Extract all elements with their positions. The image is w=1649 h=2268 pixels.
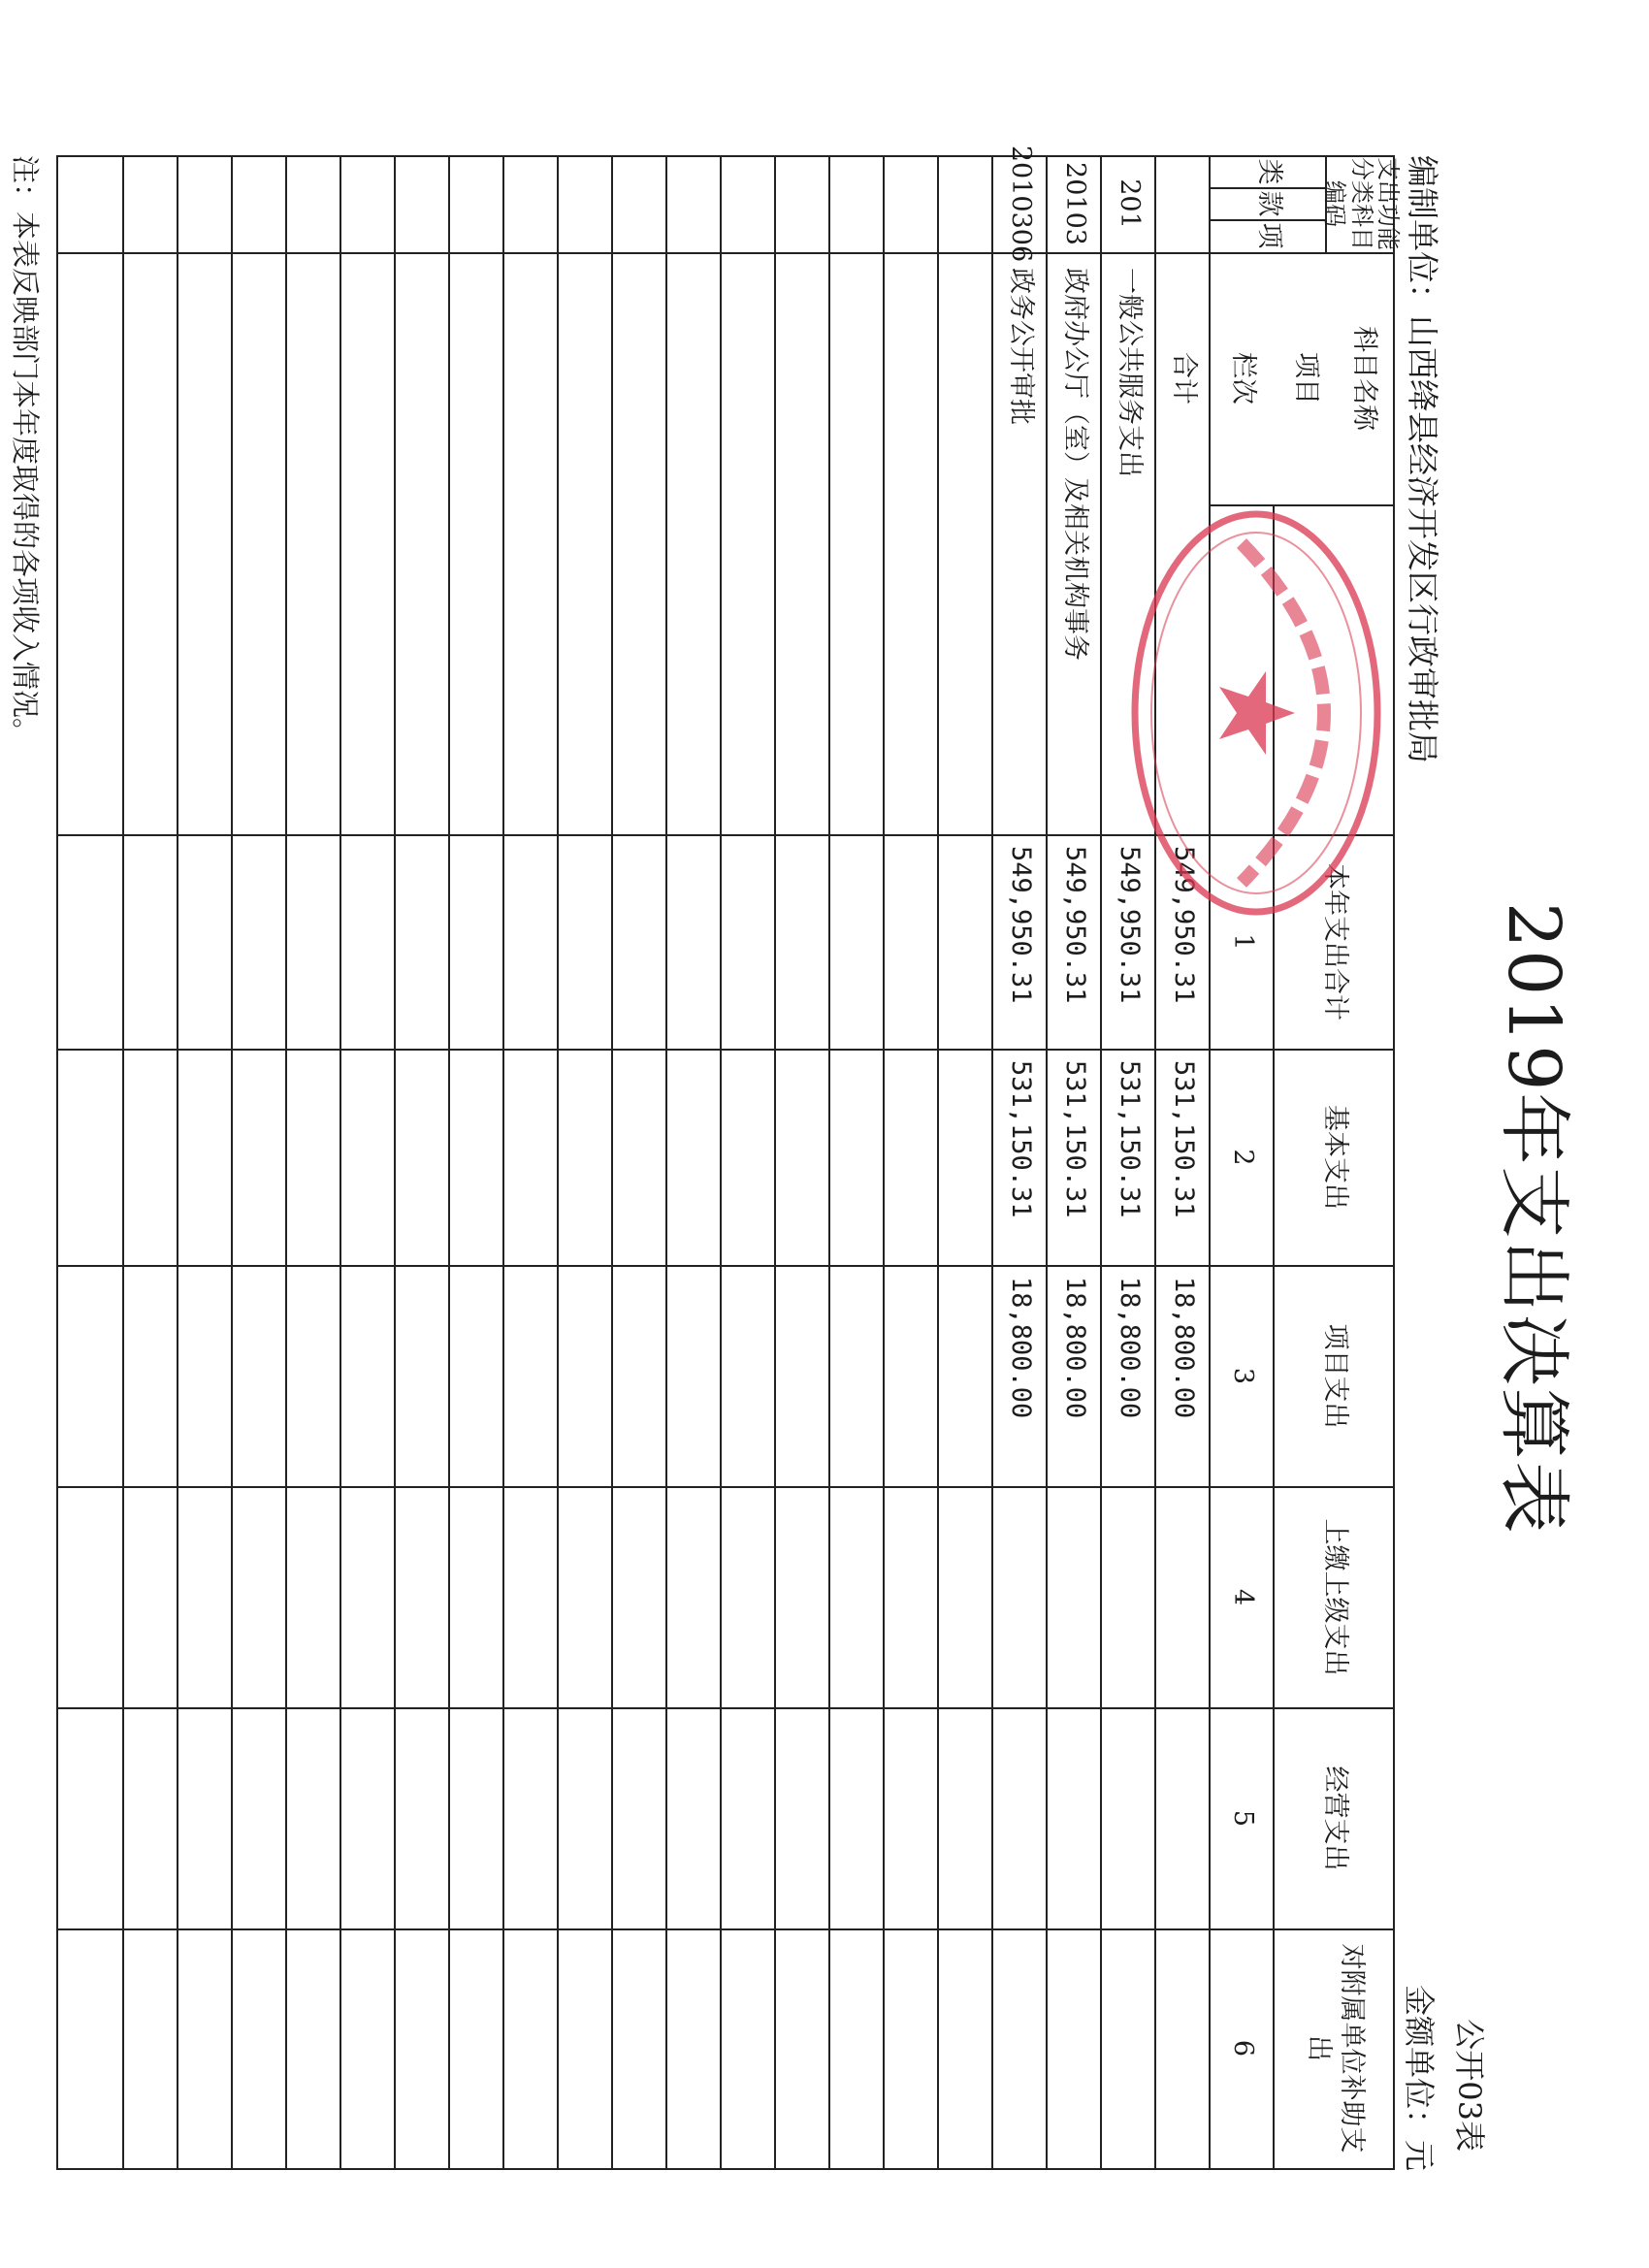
total-col-3: 18,800.00 xyxy=(1168,1277,1199,1419)
row-value: 549,950.31 xyxy=(1059,846,1090,1004)
row-value: 18,800.00 xyxy=(1005,1277,1036,1419)
row-value: 531,150.31 xyxy=(1059,1060,1090,1218)
col-num-4: 4 xyxy=(1227,1588,1258,1606)
row-code: 2010306 xyxy=(1005,145,1036,263)
header-col-6: 对附属单位补助支出 xyxy=(1304,1943,1367,2154)
total-col-2: 531,150.31 xyxy=(1168,1060,1199,1218)
col-num-5: 5 xyxy=(1227,1809,1258,1828)
col-num-1: 1 xyxy=(1227,933,1258,951)
header-col-2: 基本支出 xyxy=(1319,1105,1350,1210)
header-code-group: 支出功能分类科目编码 xyxy=(1321,157,1403,250)
header-col-5: 经营支出 xyxy=(1319,1766,1350,1871)
row-value: 531,150.31 xyxy=(1005,1060,1036,1218)
row-value: 18,800.00 xyxy=(1059,1277,1090,1419)
amount-unit: 金额单位：元 xyxy=(1401,1984,1438,2171)
total-col-1: 549,950.31 xyxy=(1168,846,1199,1004)
header-project: 项目 xyxy=(1290,352,1321,405)
official-seal-icon xyxy=(1125,504,1387,922)
header-col-1: 本年支出合计 xyxy=(1319,863,1350,1021)
col-num-2: 2 xyxy=(1227,1149,1258,1166)
header-code-lei: 类 xyxy=(1253,158,1284,185)
col-num-6: 6 xyxy=(1227,2039,1258,2057)
footnote: 注：本表反映部门本年度取得的各项收入情况。 xyxy=(9,155,42,747)
form-number: 公开03表 xyxy=(1451,2019,1488,2152)
row-value: 549,950.31 xyxy=(1005,846,1036,1004)
header-col-3: 项目支出 xyxy=(1319,1323,1350,1429)
expenditure-table xyxy=(56,145,1403,2169)
row-code: 20103 xyxy=(1059,162,1090,245)
row-value: 549,950.31 xyxy=(1114,846,1145,1004)
header-col-4: 上缴上级支出 xyxy=(1319,1518,1350,1676)
col-num-3: 3 xyxy=(1227,1367,1258,1385)
row-name: 政务公开审批 xyxy=(1005,268,1036,425)
page-title: 2019年支出决算表 xyxy=(1492,902,1575,1536)
row-value: 531,150.31 xyxy=(1114,1060,1145,1218)
header-subject-name: 科目名称 xyxy=(1348,326,1379,431)
header-lanci: 栏次 xyxy=(1227,352,1258,405)
header-heji: 合计 xyxy=(1168,352,1199,405)
row-code: 201 xyxy=(1114,178,1145,229)
organization-line xyxy=(1402,155,1447,763)
organization-label: 编制单位： xyxy=(1404,155,1441,315)
row-value: 18,800.00 xyxy=(1114,1277,1145,1419)
row-name: 政府办公厅（室）及相关机构事务 xyxy=(1059,268,1090,661)
header-code-xiang: 项 xyxy=(1253,222,1284,249)
organization-name: 山西绛县经济开发区行政审批局 xyxy=(1404,315,1441,763)
header-code-kuan: 款 xyxy=(1253,190,1284,217)
row-name: 一般公共服务支出 xyxy=(1114,268,1145,477)
